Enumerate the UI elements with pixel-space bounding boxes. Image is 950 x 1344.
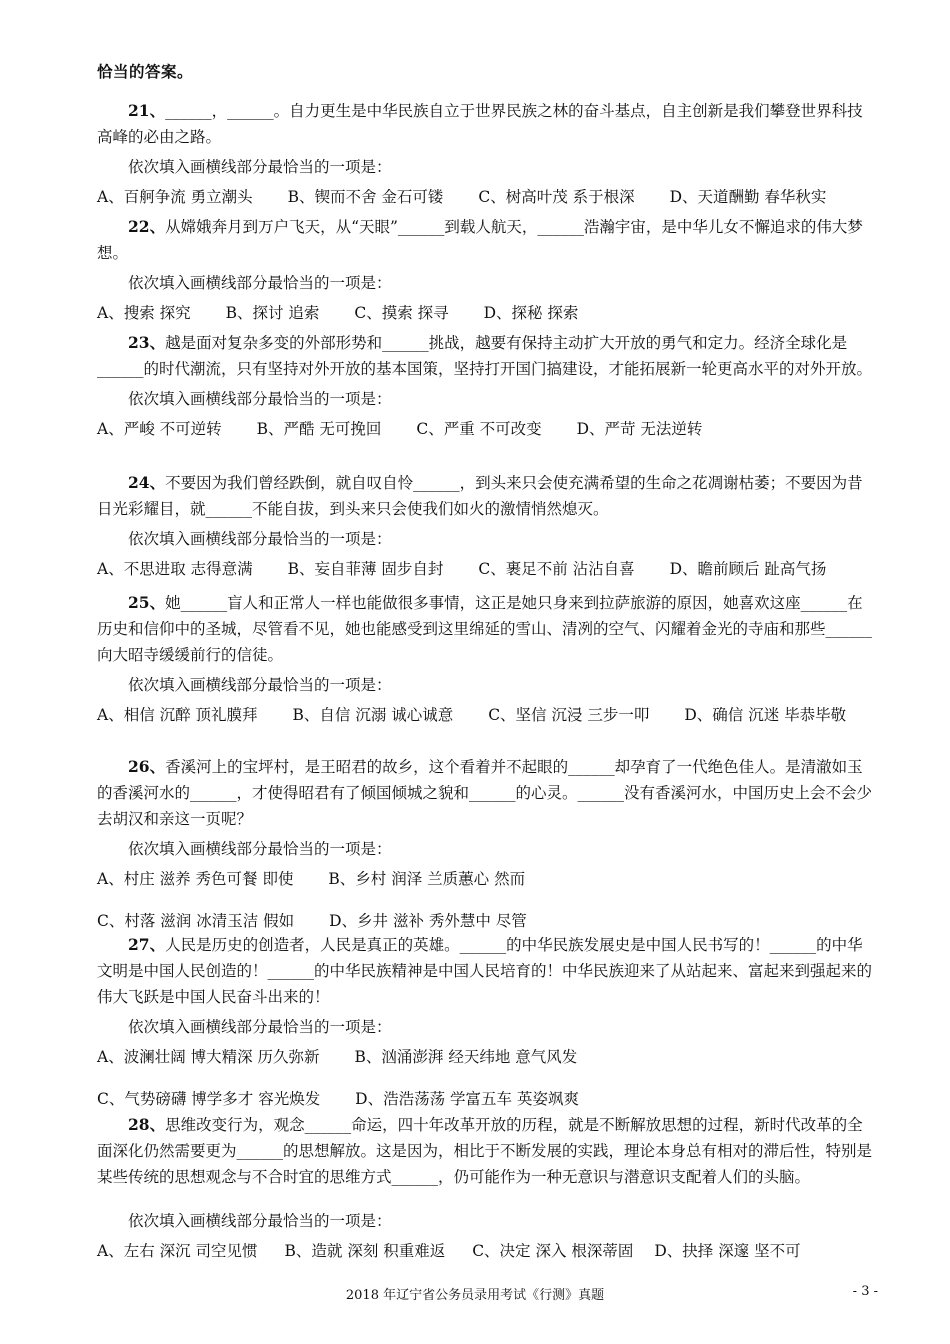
question-22 bbox=[97, 214, 877, 326]
question-stem: 她______盲人和正常人一样也能做很多事情，这正是她只身来到拉萨旅游的原因，她喜欢这座______在历史和信仰中的圣城，尽管看不见，她也能感受到这里绵延的雪山、清冽的空气、闪耀着金光的寺庙和那些______向大昭寺缓缓前行的信徒。 bbox=[97, 594, 873, 664]
question-number: 21、 bbox=[128, 101, 166, 120]
question-prompt: 依次填入画横线部分最恰当的一项是： bbox=[128, 1212, 392, 1230]
options-row bbox=[97, 908, 877, 934]
question-number: 25、 bbox=[128, 593, 166, 612]
options-row bbox=[97, 416, 877, 442]
question-27 bbox=[97, 932, 877, 1112]
option-a: A、相信 沉醉 顶礼膜拜 bbox=[97, 706, 258, 724]
options-row bbox=[97, 1238, 877, 1264]
question-number: 23、 bbox=[128, 333, 166, 352]
option-a: A、波澜壮阔 博大精深 历久弥新 bbox=[97, 1048, 320, 1066]
option-c: C、气势磅礴 博学多才 容光焕发 bbox=[97, 1090, 321, 1108]
section-heading: 恰当的答案。 bbox=[97, 62, 194, 81]
options-row bbox=[97, 702, 877, 728]
question-stem: 人民是历史的创造者，人民是真正的英雄。______的中华民族发展史是中国人民书写的！______的中华文明是中国人民创造的！______的中华民族精神是中国人民培育的！中华民族迎来了从站起来、富起来到强起来的伟大飞跃是中国人民奋斗出来的！ bbox=[97, 936, 873, 1006]
options-row bbox=[97, 866, 877, 892]
options-row bbox=[97, 300, 877, 326]
question-28 bbox=[97, 1112, 877, 1264]
options-row bbox=[97, 184, 877, 210]
option-d: D、天道酬勤 春华秋实 bbox=[669, 188, 827, 206]
question-prompt: 依次填入画横线部分最恰当的一项是： bbox=[128, 676, 392, 694]
option-b: B、汹涌澎湃 经天纬地 意气风发 bbox=[354, 1048, 578, 1066]
question-stem: 思维改变行为，观念______命运，四十年改革开放的历程，就是不断解放思想的过程，新时代改革的全面深化仍然需要更为______的思想解放。这是因为，相比于不断发展的实践，理论本身总有相对的滞后性，特别是某些传统的思想观念与不合时宜的思维方式______，仍可能作为一种无意识与潜意识支配着人们的头脑。 bbox=[97, 1116, 873, 1186]
option-b: B、造就 深刻 积重难返 bbox=[284, 1242, 446, 1260]
option-c: C、严重 不可改变 bbox=[416, 420, 542, 438]
question-prompt: 依次填入画横线部分最恰当的一项是： bbox=[128, 530, 392, 548]
question-prompt: 依次填入画横线部分最恰当的一项是： bbox=[128, 390, 392, 408]
question-25 bbox=[97, 590, 877, 728]
option-b: B、探讨 追索 bbox=[225, 304, 320, 322]
option-a: A、不思进取 志得意满 bbox=[97, 560, 253, 578]
question-prompt: 依次填入画横线部分最恰当的一项是： bbox=[128, 840, 392, 858]
option-c: C、坚信 沉浸 三步一叩 bbox=[488, 706, 650, 724]
option-a: A、严峻 不可逆转 bbox=[97, 420, 222, 438]
question-24 bbox=[97, 470, 877, 582]
option-b: B、乡村 润泽 兰质蕙心 然而 bbox=[328, 870, 526, 888]
option-d: D、严苛 无法逆转 bbox=[576, 420, 703, 438]
option-d: D、浩浩荡荡 学富五车 英姿飒爽 bbox=[355, 1090, 579, 1108]
option-c: C、摸索 探寻 bbox=[354, 304, 449, 322]
option-a: A、百舸争流 勇立潮头 bbox=[97, 188, 253, 206]
question-stem: 从嫦娥奔月到万户飞天，从“天眼”______到载人航天，______浩瀚宇宙，是中华儿女不懈追求的伟大梦想。 bbox=[97, 218, 863, 262]
page-footer: 2018 年辽宁省公务员录用考试《行测》真题 bbox=[345, 1288, 605, 1303]
page-number: - 3 - bbox=[852, 1284, 878, 1299]
question-stem: 越是面对复杂多变的外部形势和______挑战，越要有保持主动扩大开放的勇气和定力。经济全球化是______的时代潮流，只有坚持对外开放的基本国策，坚持打开国门搞建设，才能拓展新一轮更高水平的对外开放。 bbox=[97, 334, 873, 378]
option-c: C、决定 深入 根深蒂固 bbox=[472, 1242, 634, 1260]
option-a: A、左右 深沉 司空见惯 bbox=[97, 1242, 258, 1260]
options-row bbox=[97, 1044, 877, 1070]
option-d: D、抉择 深邃 坚不可 bbox=[654, 1242, 801, 1260]
option-a: A、搜索 探究 bbox=[97, 304, 191, 322]
option-b: B、锲而不舍 金石可镂 bbox=[287, 188, 444, 206]
question-number: 28、 bbox=[128, 1115, 166, 1134]
option-b: B、妄自菲薄 固步自封 bbox=[287, 560, 444, 578]
question-prompt: 依次填入画横线部分最恰当的一项是： bbox=[128, 274, 392, 292]
question-stem: 香溪河上的宝坪村，是王昭君的故乡，这个看着并不起眼的______却孕育了一代绝色佳人。是清澈如玉的香溪河水的______，才使得昭君有了倾国倾城之貌和______的心灵。______没有香溪河水，中国历史上会不会少去胡汉和亲这一页呢？ bbox=[97, 758, 873, 828]
question-number: 27、 bbox=[128, 935, 166, 954]
question-number: 24、 bbox=[128, 473, 166, 492]
options-row bbox=[97, 1086, 877, 1112]
question-prompt: 依次填入画横线部分最恰当的一项是： bbox=[128, 158, 392, 176]
question-21 bbox=[97, 98, 877, 210]
option-d: D、探秘 探索 bbox=[483, 304, 579, 322]
option-c: C、村落 滋润 冰清玉洁 假如 bbox=[97, 912, 295, 930]
option-d: D、瞻前顾后 趾高气扬 bbox=[669, 560, 827, 578]
options-row bbox=[97, 556, 877, 582]
question-prompt: 依次填入画横线部分最恰当的一项是： bbox=[128, 1018, 392, 1036]
option-c: C、裹足不前 沾沾自喜 bbox=[478, 560, 635, 578]
option-b: B、严酷 无可挽回 bbox=[256, 420, 382, 438]
question-stem: 不要因为我们曾经跌倒，就自叹自怜______，到头来只会使充满希望的生命之花凋谢枯萎；不要因为昔日光彩耀目，就______不能自拔，到头来只会使我们如火的激情悄然熄灭。 bbox=[97, 474, 863, 518]
question-stem: ______，______。自力更生是中华民族自立于世界民族之林的奋斗基点，自主创新是我们攀登世界科技高峰的必由之路。 bbox=[97, 102, 863, 146]
option-a: A、村庄 滋养 秀色可餐 即使 bbox=[97, 870, 294, 888]
option-d: D、乡井 滋补 秀外慧中 尽管 bbox=[329, 912, 527, 930]
option-d: D、确信 沉迷 毕恭毕敬 bbox=[684, 706, 847, 724]
question-26 bbox=[97, 754, 877, 934]
question-number: 22、 bbox=[128, 217, 166, 236]
option-b: B、自信 沉溺 诚心诚意 bbox=[292, 706, 454, 724]
option-c: C、树高叶茂 系于根深 bbox=[478, 188, 635, 206]
question-number: 26、 bbox=[128, 757, 166, 776]
question-23 bbox=[97, 330, 877, 442]
